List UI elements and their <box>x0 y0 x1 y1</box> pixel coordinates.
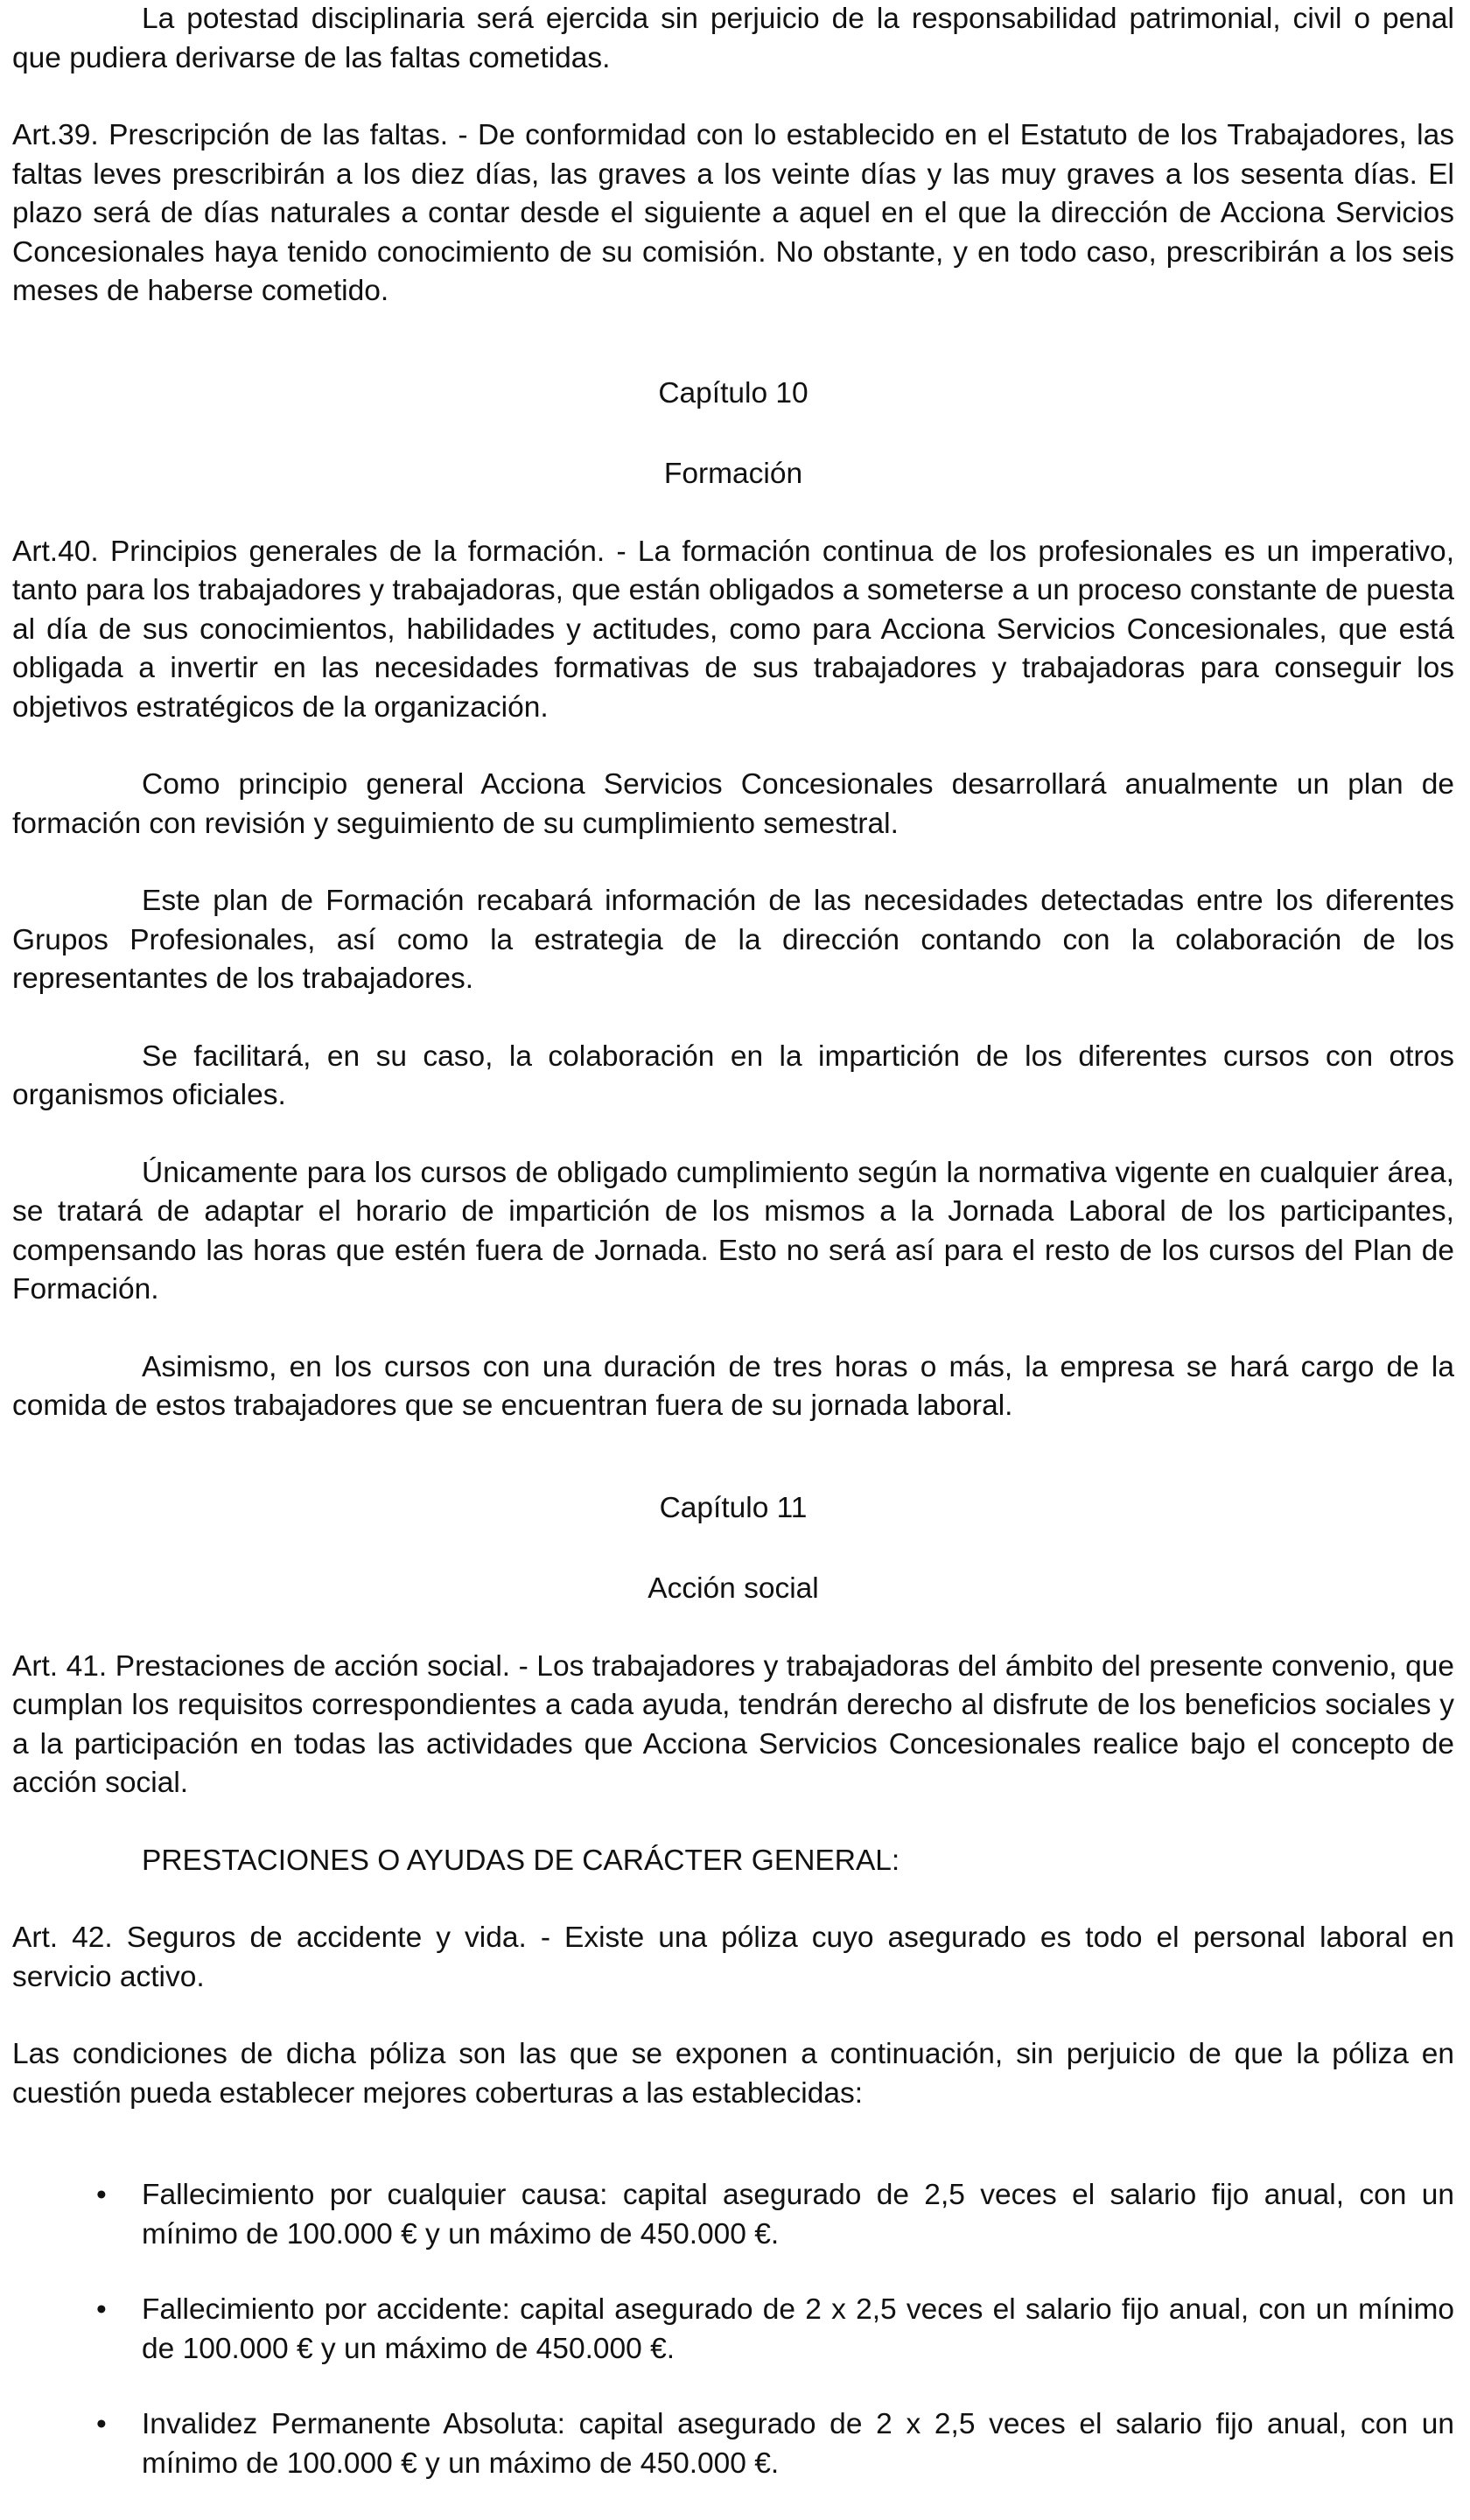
chapter-11-number: Capítulo 11 <box>659 1491 808 1524</box>
spacer <box>12 1310 1454 1348</box>
paragraph-plan-anual: Como principio general Acciona Servicios Concesionales desarrollará anualmente un plan de formación con revisión y seguimiento de su cumplimiento semestral. <box>12 768 1454 840</box>
list-item-text: Fallecimiento por accidente: capital asegurado de 2 x 2,5 veces el salario fijo anual, con un mínimo de 100.000 € y un máximo de 450.000 €. <box>142 2293 1454 2365</box>
chapter-11-title: Acción social <box>648 1572 819 1605</box>
spacer <box>12 2113 1454 2176</box>
paragraph-art40: Art.40. Principios generales de la formación. - La formación continua de los profesionales es un imperativo, tanto para los trabajadores y trabajadoras, que están obligados a someterse a un proceso constante de puesta al día de sus conocimientos, habilidades y actitudes, como para Acciona Servicios Concesionales, que está obligada a invertir en las necesidades formativas de sus trabajadores y trabajadoras para conseguir los objetivos estratégicos de la organización. <box>12 535 1454 724</box>
paragraph-colaboracion: Se facilitará, en su caso, la colaboración en la impartición de los diferentes cursos con otros organismos oficiales. <box>12 1040 1454 1111</box>
spacer <box>12 1116 1454 1154</box>
list-item <box>12 2405 1454 2483</box>
paragraph-cursos-obligados: Únicamente para los cursos de obligado cumplimiento según la normativa vigente en cualquier área, se tratará de adaptar el horario de impartición de los mismos a la Jornada Laboral de los participantes, compensando las horas que estén fuera de Jornada. Esto no será así para el resto de los cursos del Plan de Formación. <box>12 1156 1454 1306</box>
paragraph-art41: Art. 41. Prestaciones de acción social. - Los trabajadores y trabajadoras del ámbito del presente convenio, que cumplan los requisitos correspondientes a cada ayuda, tendrán derecho al disfrute de los beneficios sociales y a la participación en todas las actividades que Acciona Servicios Concesionales realice bajo el concepto de acción social. <box>12 1649 1454 1799</box>
spacer <box>12 1609 1454 1648</box>
paragraph-potestad-disciplinaria: La potestad disciplinaria será ejercida sin perjuicio de la responsabilidad patrimonial, civil o penal que pudiera derivarse de las faltas cometidas. <box>12 3 1454 74</box>
spacer <box>12 78 1454 116</box>
spacer <box>12 727 1454 766</box>
bullet-icon: • <box>96 2293 107 2326</box>
paragraph-art42: Art. 42. Seguros de accidente y vida. - Existe una póliza cuyo asegurado es todo el personal laboral en servicio activo. <box>12 1922 1454 1993</box>
paragraph-art39: Art.39. Prescripción de las faltas. - De conformidad con lo establecido en el Estatuto de los Trabajadores, las faltas leves prescribirán a los diez días, las graves a los veinte días y las muy graves a los sesenta días. El plazo será de días naturales a contar desde el siguiente a aquel en el que la dirección de Acciona Servicios Concesionales haya tenido conocimiento de su comisión. No obstante, y en todo caso, prescribirán a los seis meses de haberse cometido. <box>12 119 1454 307</box>
paragraph-comida: Asimismo, en los cursos con una duración de tres horas o más, la empresa se hará cargo de la comida de estos trabajadores que se encuentran fuera de su jornada laboral. <box>12 1350 1454 1422</box>
list-item-text: Fallecimiento por cualquier causa: capital asegurado de 2,5 veces el salario fijo anual, con un mínimo de 100.000 € y un máximo de 450.000 €. <box>142 2179 1454 2250</box>
spacer <box>12 1426 1454 1489</box>
list-item <box>12 2291 1454 2369</box>
spacer <box>12 844 1454 882</box>
paragraph-plan-informacion: Este plan de Formación recabará información de las necesidades detectadas entre los diferentes Grupos Profesionales, así como la estrategia de la dirección contando con la colaboración de los representantes de los trabajadores. <box>12 885 1454 995</box>
spacer <box>12 413 1454 455</box>
coverage-list <box>12 2176 1454 2483</box>
chapter-10-number: Capítulo 10 <box>658 376 808 410</box>
spacer <box>12 1803 1454 1842</box>
chapter-10-title: Formación <box>663 458 803 490</box>
section-prestaciones-generales: PRESTACIONES O AYUDAS DE CARÁCTER GENERAL: <box>142 1844 900 1877</box>
document-page <box>12 0 1454 2520</box>
spacer <box>12 312 1454 374</box>
list-item <box>12 2176 1454 2254</box>
spacer <box>12 999 1454 1038</box>
spacer <box>12 1997 1454 2035</box>
list-item-text: Invalidez Permanente Absoluta: capital asegurado de 2 x 2,5 veces el salario fijo anual, con un mínimo de 100.000 € y un máximo de 450.000 €. <box>142 2408 1454 2480</box>
spacer <box>12 1528 1454 1570</box>
paragraph-condiciones: Las condiciones de dicha póliza son las que se exponen a continuación, sin perjuicio de que la póliza en cuestión pueda establecer mejores coberturas a las establecidas: <box>12 2038 1454 2110</box>
bullet-icon: • <box>96 2408 107 2440</box>
bullet-icon: • <box>96 2179 107 2211</box>
spacer <box>12 494 1454 533</box>
spacer <box>12 1880 1454 1919</box>
